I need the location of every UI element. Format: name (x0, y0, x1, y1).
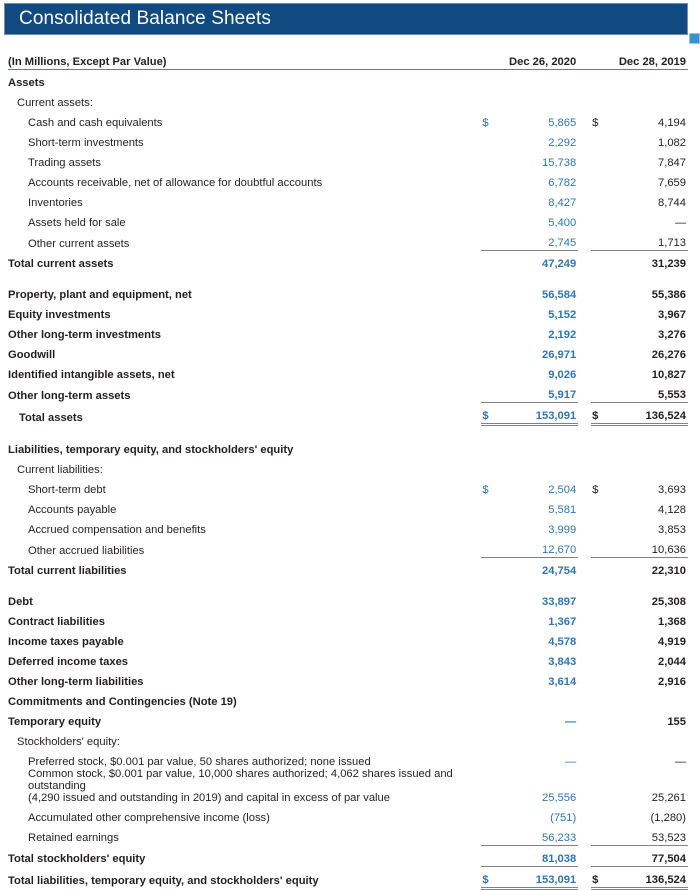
value-2019: 3,853 (658, 524, 686, 537)
cell-cur1 (481, 457, 498, 477)
cell-gap (578, 362, 591, 382)
table-row (8, 609, 688, 629)
value-2019: (1,280) (650, 811, 686, 824)
table-row (8, 729, 688, 749)
row-label-debt: Debt (8, 596, 33, 609)
value-2019: 25,308 (651, 596, 686, 609)
cell-cur2 (591, 437, 608, 457)
cell-cur1 (481, 649, 498, 669)
value-2019: 3,276 (658, 329, 686, 342)
value-2020: 25,556 (542, 791, 577, 804)
value-2020: 153,091 (499, 403, 579, 425)
table-row (8, 769, 688, 805)
header-gap (578, 49, 591, 70)
cell-cur2 (591, 150, 608, 170)
cell-cur2 (591, 517, 608, 537)
cell-gap (578, 769, 591, 805)
table-row (8, 805, 688, 825)
row-label-cash: Cash and cash equivalents (28, 117, 163, 130)
table-row (8, 190, 688, 210)
cell-cur1 (481, 609, 498, 629)
cell-cur1 (481, 251, 498, 272)
row-label-total-current-liabilities: Total current liabilities (8, 565, 127, 578)
currency-2019: $ (591, 403, 608, 425)
cell-cur2 (591, 558, 608, 579)
cell-gap (578, 403, 591, 425)
currency-2020: $ (482, 117, 489, 130)
header-spacer-1 (481, 49, 498, 70)
cell-cur1 (481, 537, 498, 558)
value-2019: 136,524 (608, 403, 688, 425)
value-2020: — (565, 756, 577, 769)
subheading-stockholders-equity: Stockholders' equity: (17, 736, 120, 749)
row-label-assets-held-for-sale: Assets held for sale (28, 217, 126, 230)
value-2020: 1,367 (548, 616, 577, 629)
cell-cur2 (591, 90, 608, 110)
table-row (8, 589, 688, 609)
cell-cur1 (481, 669, 498, 689)
row-label-accrued-compensation: Accrued compensation and benefits (28, 524, 206, 537)
currency-2020: $ (482, 484, 489, 497)
value-2020: 12,670 (542, 544, 577, 557)
cell-cur2 (591, 709, 608, 729)
row-label-total-stockholders-equity: Total stockholders' equity (8, 853, 146, 866)
common-stock-line-2: (4,290 issued and outstanding in 2019) and capital in excess of par value (28, 791, 390, 804)
table-row (8, 70, 688, 91)
row-label-inventories: Inventories (28, 197, 83, 210)
table-row (8, 90, 688, 110)
value-2020: 5,581 (548, 504, 577, 517)
cell-gap (578, 230, 591, 251)
value-2019: 1,713 (658, 237, 686, 250)
cell-cur1 (481, 825, 498, 846)
value-2020: 153,091 (499, 866, 579, 888)
cell-val1 (499, 90, 579, 110)
value-2019: 155 (667, 716, 686, 729)
row-label-aoci: Accumulated other comprehensive income (loss) (28, 811, 270, 824)
table-row-grand-total (8, 866, 688, 888)
value-2019: 7,847 (658, 157, 686, 170)
value-2020: 3,614 (548, 676, 577, 689)
cell-cur1 (481, 230, 498, 251)
table-row (8, 210, 688, 230)
cell-val2 (608, 70, 688, 91)
table-row (8, 689, 688, 709)
cell-cur1 (481, 302, 498, 322)
cell-val1 (499, 729, 579, 749)
cell-cur2 (591, 322, 608, 342)
cell-gap (578, 749, 591, 769)
value-2020: 47,249 (499, 251, 579, 272)
cell-cur1 (481, 282, 498, 302)
value-2019: 7,659 (658, 177, 686, 190)
cell-cur1 (481, 497, 498, 517)
row-label-accounts-receivable: Accounts receivable, net of allowance for doubtful accounts (28, 177, 323, 190)
page-title: Consolidated Balance Sheets (19, 8, 271, 29)
row-label-ppe: Property, plant and equipment, net (8, 289, 192, 302)
cell-gap (578, 170, 591, 190)
cell-cur2 (591, 70, 608, 91)
value-2019: 3,967 (658, 309, 686, 322)
cell-cur1 (481, 382, 498, 403)
cell-gap (578, 825, 591, 846)
value-2020: 3,843 (548, 656, 577, 669)
table-row (8, 437, 688, 457)
cell-gap (578, 457, 591, 477)
value-2020: 5,917 (548, 389, 577, 402)
cell-val1 (499, 70, 579, 91)
row-label-other-lt-liabilities: Other long-term liabilities (8, 676, 144, 689)
value-2019: 22,310 (608, 558, 688, 579)
cell-cur2 (591, 170, 608, 190)
cell-cur2 (591, 497, 608, 517)
value-2019: 53,523 (651, 831, 686, 844)
row-label-accounts-payable: Accounts payable (28, 504, 117, 517)
value-2019: 1,368 (658, 616, 686, 629)
table-row-total (8, 845, 688, 866)
cell-gap (578, 150, 591, 170)
row-label-short-term-investments: Short-term investments (28, 137, 144, 150)
cell-gap (578, 251, 591, 272)
table-row (8, 517, 688, 537)
cell-gap (578, 110, 591, 130)
table-row-total (8, 558, 688, 579)
cell-gap (578, 382, 591, 403)
cell-gap (578, 805, 591, 825)
row-label-contract-liabilities: Contract liabilities (8, 616, 105, 629)
cell-cur2 (591, 537, 608, 558)
table-row (8, 457, 688, 477)
cell-cur1 (481, 629, 498, 649)
table-row (8, 342, 688, 362)
subheading-current-assets: Current assets: (17, 97, 93, 110)
table-row (8, 130, 688, 150)
value-2019: — (674, 756, 686, 769)
currency-2020: $ (481, 866, 498, 888)
cell-val1 (499, 689, 579, 709)
row-label-goodwill: Goodwill (8, 349, 56, 362)
cell-val2 (608, 90, 688, 110)
row-label-intangibles: Identified intangible assets, net (8, 369, 175, 382)
cell-cur2 (591, 282, 608, 302)
cell-cur1 (481, 150, 498, 170)
page-header (0, 0, 700, 40)
section-heading-liabilities: Liabilities, temporary equity, and stockholders' equity (8, 444, 294, 457)
value-2020: 2,504 (548, 484, 577, 497)
cell-cur2 (591, 382, 608, 403)
value-2019: 25,261 (651, 791, 686, 804)
value-2019: 5,553 (658, 389, 686, 402)
row-label-total-assets: Total assets (19, 411, 83, 424)
value-2019: 1,082 (658, 137, 686, 150)
row-label-preferred-stock: Preferred stock, $0.001 par value, 50 shares authorized; none issued (28, 756, 371, 769)
currency-2019: $ (591, 866, 608, 888)
cell-gap (578, 302, 591, 322)
value-2019: 10,827 (651, 369, 686, 382)
cell-cur1 (481, 210, 498, 230)
cell-cur1 (481, 729, 498, 749)
row-label-total-current-assets: Total current assets (8, 258, 114, 271)
cell-cur1 (481, 845, 498, 866)
table-row (8, 649, 688, 669)
cell-cur2 (591, 689, 608, 709)
value-2019: 2,916 (658, 676, 686, 689)
cell-gap (578, 609, 591, 629)
row-label-total-liabilities-and-equity: Total liabilities, temporary equity, and stockholders' equity (8, 875, 319, 888)
row-label-retained-earnings: Retained earnings (28, 832, 119, 845)
cell-gap (578, 70, 591, 91)
row-label-deferred-income-taxes: Deferred income taxes (8, 656, 129, 669)
row-label-commitments: Commitments and Contingencies (Note 19) (8, 696, 237, 709)
cell-cur1 (481, 749, 498, 769)
header-banner (4, 3, 688, 35)
cell-cur1 (481, 362, 498, 382)
row-label-other-lt-assets: Other long-term assets (8, 389, 131, 402)
cell-cur2 (591, 749, 608, 769)
value-2020: 4,578 (548, 636, 577, 649)
table-row (8, 749, 688, 769)
value-2020: 56,584 (542, 289, 577, 302)
cell-cur1 (481, 322, 498, 342)
cell-val2 (608, 437, 688, 457)
table-row (8, 282, 688, 302)
cell-gap (578, 558, 591, 579)
value-2020: 9,026 (548, 369, 577, 382)
cell-gap (578, 437, 591, 457)
row-label-temporary-equity: Temporary equity (8, 716, 102, 729)
value-2020: 56,233 (542, 831, 577, 844)
cell-cur1 (481, 709, 498, 729)
table-row (8, 497, 688, 517)
cell-gap (578, 322, 591, 342)
cell-val2 (608, 457, 688, 477)
cell-gap (578, 709, 591, 729)
table-row (8, 322, 688, 342)
cell-gap (578, 517, 591, 537)
cell-cur1 (481, 90, 498, 110)
cell-cur1 (481, 769, 498, 805)
row-label-equity-investments: Equity investments (8, 309, 111, 322)
value-2020: 33,897 (542, 596, 577, 609)
balance-sheet (0, 40, 700, 890)
caption-label: (In Millions, Except Par Value) (8, 49, 481, 70)
column-header-2019: Dec 28, 2019 (608, 49, 688, 70)
value-2019: 4,128 (658, 504, 686, 517)
cell-cur1 (481, 130, 498, 150)
value-2020: 26,971 (542, 349, 577, 362)
value-2019: 8,744 (658, 197, 686, 210)
row-label-other-accrued-liabilities: Other accrued liabilities (28, 544, 145, 557)
value-2019: 26,276 (651, 349, 686, 362)
table-row-total (8, 251, 688, 272)
value-2019: 2,044 (658, 656, 686, 669)
value-2020: 5,152 (548, 309, 577, 322)
table-row (8, 709, 688, 729)
cell-gap (578, 729, 591, 749)
cell-cur2 (591, 825, 608, 846)
value-2020: 6,782 (548, 177, 577, 190)
row-spacer (8, 578, 688, 589)
value-2020: 5,400 (548, 217, 577, 230)
cell-gap (578, 130, 591, 150)
cell-gap (578, 689, 591, 709)
table-row (8, 382, 688, 403)
cell-cur1 (481, 437, 498, 457)
cell-gap (578, 497, 591, 517)
value-2020: 24,754 (499, 558, 579, 579)
value-2020: 8,427 (548, 197, 577, 210)
cell-cur2 (591, 210, 608, 230)
value-2020: 2,745 (548, 237, 577, 250)
balance-sheet-table (8, 49, 688, 890)
table-row (8, 150, 688, 170)
cell-gap (578, 282, 591, 302)
cell-cur2 (591, 629, 608, 649)
cell-cur2 (591, 190, 608, 210)
cell-gap (578, 90, 591, 110)
table-row (8, 477, 688, 497)
column-header-2020: Dec 26, 2020 (499, 49, 579, 70)
cell-cur2 (591, 669, 608, 689)
cell-gap (578, 669, 591, 689)
table-row (8, 110, 688, 130)
currency-2020: $ (481, 403, 498, 425)
table-header-row (8, 49, 688, 70)
value-2020: 5,865 (548, 117, 577, 130)
table-row (8, 362, 688, 382)
cell-cur2 (591, 609, 608, 629)
cell-cur1 (481, 805, 498, 825)
cell-gap (578, 477, 591, 497)
cell-cur2 (591, 729, 608, 749)
cell-gap (578, 845, 591, 866)
cell-gap (578, 537, 591, 558)
subheading-current-liabilities: Current liabilities: (17, 464, 103, 477)
cell-cur1 (481, 70, 498, 91)
cell-val1 (499, 437, 579, 457)
value-2020: 3,999 (548, 524, 577, 537)
value-2020: (751) (550, 811, 577, 824)
cell-cur2 (591, 302, 608, 322)
row-label-short-term-debt: Short-term debt (28, 484, 106, 497)
cell-cur1 (481, 342, 498, 362)
row-label-other-lt-investments: Other long-term investments (8, 329, 161, 342)
cell-gap (578, 190, 591, 210)
row-label-income-taxes-payable: Income taxes payable (8, 636, 124, 649)
table-row (8, 825, 688, 846)
value-2019: 10,636 (651, 544, 686, 557)
value-2019: — (674, 217, 686, 230)
cell-gap (578, 589, 591, 609)
cell-cur2 (591, 457, 608, 477)
value-2020: 2,192 (548, 329, 577, 342)
cell-gap (578, 649, 591, 669)
cell-cur1 (481, 517, 498, 537)
cell-cur1 (481, 558, 498, 579)
value-2019: 31,239 (608, 251, 688, 272)
row-spacer (8, 271, 688, 282)
header-accent-square (689, 33, 700, 44)
currency-2019: $ (592, 117, 599, 130)
table-row (8, 230, 688, 251)
value-2020: 2,292 (548, 137, 577, 150)
value-2019: 3,693 (658, 484, 686, 497)
cell-cur1 (481, 170, 498, 190)
cell-cur2 (591, 769, 608, 805)
table-row (8, 170, 688, 190)
cell-cur2 (591, 362, 608, 382)
value-2020: 15,738 (542, 157, 577, 170)
section-heading-assets: Assets (8, 77, 45, 90)
value-2019: 4,919 (658, 636, 686, 649)
cell-cur2 (591, 130, 608, 150)
cell-cur1 (481, 190, 498, 210)
cell-gap (578, 342, 591, 362)
cell-val2 (608, 729, 688, 749)
cell-cur2 (591, 342, 608, 362)
common-stock-line-1: Common stock, $0.001 par value, 10,000 shares authorized; 4,062 shares issued and outstanding (28, 768, 453, 792)
row-label-trading-assets: Trading assets (28, 157, 101, 170)
value-2019: 4,194 (658, 117, 686, 130)
row-label-other-current-assets: Other current assets (28, 237, 130, 250)
cell-cur2 (591, 589, 608, 609)
table-row (8, 537, 688, 558)
value-2019: 77,504 (608, 845, 688, 866)
cell-cur2 (591, 251, 608, 272)
value-2019: 55,386 (651, 289, 686, 302)
row-label-common-stock (8, 769, 481, 805)
row-spacer (8, 425, 688, 438)
cell-cur1 (481, 589, 498, 609)
table-row (8, 629, 688, 649)
cell-cur1 (481, 689, 498, 709)
value-2020: 81,038 (499, 845, 579, 866)
value-2020: — (565, 716, 577, 729)
cell-cur2 (591, 649, 608, 669)
table-row (8, 302, 688, 322)
cell-val2 (608, 689, 688, 709)
cell-cur2 (591, 805, 608, 825)
value-2019: 136,524 (608, 866, 688, 888)
cell-cur2 (591, 845, 608, 866)
header-spacer-2 (591, 49, 608, 70)
currency-2019: $ (592, 484, 599, 497)
table-row-grand-total (8, 403, 688, 425)
cell-gap (578, 210, 591, 230)
cell-cur2 (591, 230, 608, 251)
cell-val1 (499, 457, 579, 477)
cell-gap (578, 866, 591, 888)
cell-gap (578, 629, 591, 649)
table-row (8, 669, 688, 689)
